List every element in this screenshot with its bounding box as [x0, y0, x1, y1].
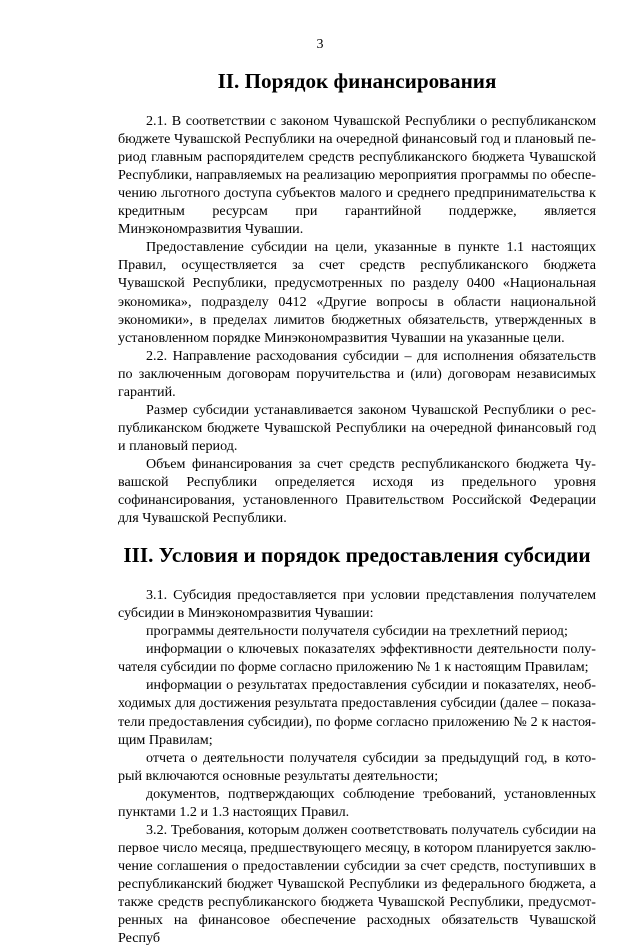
page-number: 3 — [316, 37, 324, 52]
paragraph-financing-volume: Объем финансирования за счет средств республиканского бюджета Чувашской Республики определяется исходя из предельного уровня софинансирования, установленного Правительством Российской Федерации для Чувашской Республики. — [118, 455, 596, 527]
section-2-body — [118, 112, 596, 527]
document-body — [118, 69, 596, 947]
list-item-results-info: информации о результатах предоставления субсидии и показателях, необходимых для достижения результата предоставления субсидии (далее – показатели предоставления субсидии), по форме согласно приложению № 2 к настоящим Правилам; — [118, 677, 596, 748]
list-item-activity-report: отчета о деятельности получателя субсидии за предыдущий год, в который включаются основные результаты деятельности; — [118, 749, 596, 784]
section-3-heading: III. Условия и порядок предоставления субсидии — [123, 543, 591, 568]
list-item-kpi-info: информации о ключевых показателях эффективности деятельности получателя субсидии по форме согласно приложению № 1 к настоящим Правилам; — [118, 641, 596, 676]
paragraph-subsidy-size: Размер субсидии устанавливается законом Чувашской Республики о республиканском бюджете Чувашской Республики на очередной финансовый год и плановый период. — [118, 401, 596, 454]
paragraph-3-1: 3.1. Субсидия предоставляется при условии представления получателем субсидии в Минэкономразвития Чувашии: — [118, 587, 596, 622]
paragraph-subsidy-source: Предоставление субсидии на цели, указанные в пункте 1.1 настоящих Правил, осуществляется за счет средств республиканского бюджета Чувашской Республики, предусмотренных по разделу 0400 «Национальная экономика», подразделу 0412 «Другие вопросы в области национальной экономики», в пределах лимитов бюджетных обязательств, утвержденных в установленном порядке Минэкономразвития Чувашии на указанные цели. — [118, 239, 596, 346]
list-item-program: программы деятельности получателя субсидии на трехлетний период; — [146, 623, 568, 640]
section-3-body — [118, 586, 596, 947]
paragraph-3-2: 3.2. Требования, которым должен соответствовать получатель субсидии на первое число месяца, предшествующего месяцу, в котором планируется заключение соглашения о предоставлении субсидии за счет средств, поступивших в республиканский бюджет Чувашской Республики из федерального бюджета, а также средств республиканского бюджета Чувашской Республики, предусмотренных на финансовое обеспечение расходных обязательств Чувашской Респуб — [118, 821, 596, 947]
section-2-heading: II. Порядок финансирования — [217, 69, 497, 93]
paragraph-2-1: 2.1. В соответствии с законом Чувашской Республики о республиканском бюджете Чувашской Республики на очередной финансовый год и плановый период главным распорядителем средств республиканского бюджета Чувашской Республики, направляемых на реализацию мероприятия программы по обеспечению льготного доступа субъектов малого и среднего предпринимательства к кредитным ресурсам при гарантийной поддержке, является Минэкономразвития Чувашии. — [118, 113, 596, 238]
list-item-compliance-docs: документов, подтверждающих соблюдение требований, установленных пунктами 1.2 и 1.3 настоящих Правил. — [118, 785, 596, 820]
paragraph-2-2: 2.2. Направление расходования субсидии – для исполнения обязательств по заключенным договорам поручительства и (или) договорам независимых гарантий. — [118, 347, 596, 400]
